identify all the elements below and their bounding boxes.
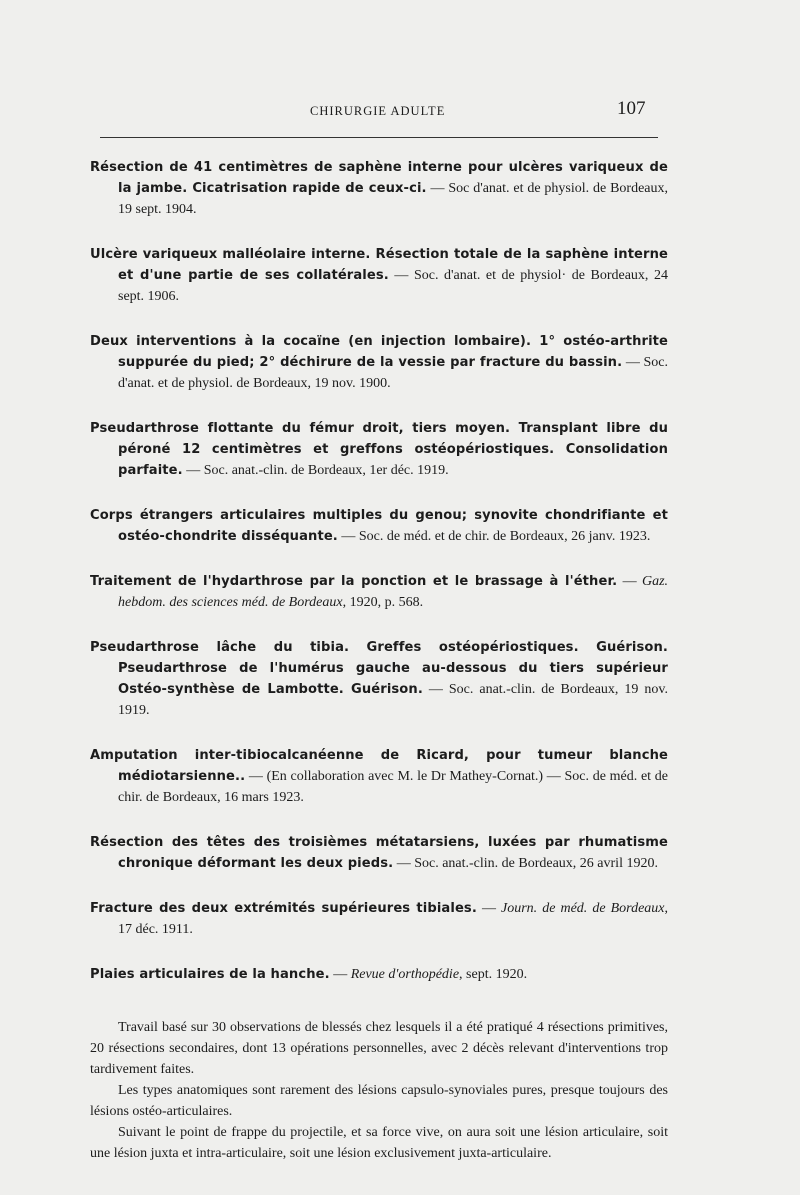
header-rule [100,137,658,138]
summary-text [90,1017,668,1164]
entry-journal: Journ. de méd. de Bordeaux [500,901,665,916]
bibliography-entry [90,745,668,808]
entry-source: — Soc. anat.-clin. de Bordeaux, 26 avril 1920. [393,856,658,871]
entry-title: Pseudarthrose flottante du fémur droit, tiers moyen. Transplant libre du péroné 12 centimètres et greffons ostéopériostiques. Consolidation parfaite. [90,421,668,478]
bibliography-entry [90,832,668,874]
entry-title: Amputation inter-tibiocalcanéenne de Ricard, pour tumeur blanche médiotarsienne.. [90,748,668,784]
entry-source: — [476,901,501,916]
entry-source-after: , 17 déc. 1911. [118,901,668,937]
summary-paragraph: Les types anatomiques sont rarement des lésions capsulo-synoviales pures, presque toujours des lésions ostéo-articulaires. [90,1083,668,1119]
entry-source: — Soc d'anat. et de physiol. de Bordeaux, 19 sept. 1904. [118,181,668,217]
summary-paragraph: Travail basé sur 30 observations de blessés chez lesquels il a été pratiqué 4 résections primitives, 20 résections secondaires, dont 13 opérations personnelles, avec 2 décès relevant d'interventions trop tardivement faites. [90,1020,668,1077]
bibliography-entry [90,244,668,307]
bibliography-entry [90,505,668,547]
entry-source: — Soc. de méd. et de chir. de Bordeaux, 26 janv. 1923. [337,529,651,544]
entry-title: Ulcère variqueux malléolaire interne. Résection totale de la saphène interne et d'une partie de ses collatérales. [90,247,668,283]
bibliography-entry [90,571,668,613]
entry-title: Résection de 41 centimètres de saphène interne pour ulcères variqueux de la jambe. Cicatrisation rapide de ceux-ci. [90,160,668,196]
entry-source-after: , 1920, p. 568. [342,595,424,610]
entry-journal: Gaz. hebdom. des sciences méd. de Bordeaux [118,574,669,610]
entry-source: — Soc. d'anat. et de physiol. de Bordeaux, 19 nov. 1900. [118,355,669,391]
entry-source: — [617,574,642,589]
bibliography-entry [90,964,668,985]
entry-title: Plaies articulaires de la hanche. [90,967,330,982]
bibliography-entry [90,331,668,394]
entry-title: Fracture des deux extrémités supérieures tibiales. [90,901,477,916]
entry-source: — Soc. anat.-clin. de Bordeaux, 1er déc. 1919. [182,463,449,478]
entry-title: Résection des têtes des troisièmes métatarsiens, luxées par rhumatisme chronique déformant les deux pieds. [90,835,668,871]
entry-source-after: , sept. 1920. [459,967,528,982]
bibliography-entry [90,637,668,721]
bibliography-list [90,157,668,1009]
entry-source: — Soc. d'anat. et de physiol· de Bordeaux, 24 sept. 1906. [118,268,668,304]
entry-title: Traitement de l'hydarthrose par la ponction et le brassage à l'éther. [90,574,618,589]
bibliography-entry [90,157,668,220]
entry-title: Corps étrangers articulaires multiples du genou; synovite chondrifiante et ostéo-chondrite disséquante. [90,508,668,544]
bibliography-entry [90,418,668,481]
summary-paragraph: Suivant le point de frappe du projectile, et sa force vive, on aura soit une lésion articulaire, soit une lésion juxta et intra-articulaire, soit une lésion exclusivement juxta-articulaire. [90,1125,668,1161]
bibliography-entry [90,898,668,940]
entry-source: — Soc. anat.-clin. de Bordeaux, 19 nov. 1919. [118,682,668,718]
entry-source: — (En collaboration avec M. le Dr Mathey-Cornat.) — Soc. de méd. et de chir. de Bordeaux, 16 mars 1923. [118,769,668,805]
page-number: 107 [617,98,646,119]
entry-title: Pseudarthrose lâche du tibia. Greffes ostéopériostiques. Guérison. Pseudarthrose de l'humérus gauche au-dessous du tiers supérieur Ostéo-synthèse de Lambotte. Guérison. [90,640,668,697]
running-title: CHIRURGIE ADULTE [310,104,446,118]
entry-title: Deux interventions à la cocaïne (en injection lombaire). 1° ostéo-arthrite suppurée du pied; 2° déchirure de la vessie par fracture du bassin. [90,334,668,370]
entry-journal: Revue d'orthopédie [350,967,460,982]
entry-source: — [329,967,351,982]
